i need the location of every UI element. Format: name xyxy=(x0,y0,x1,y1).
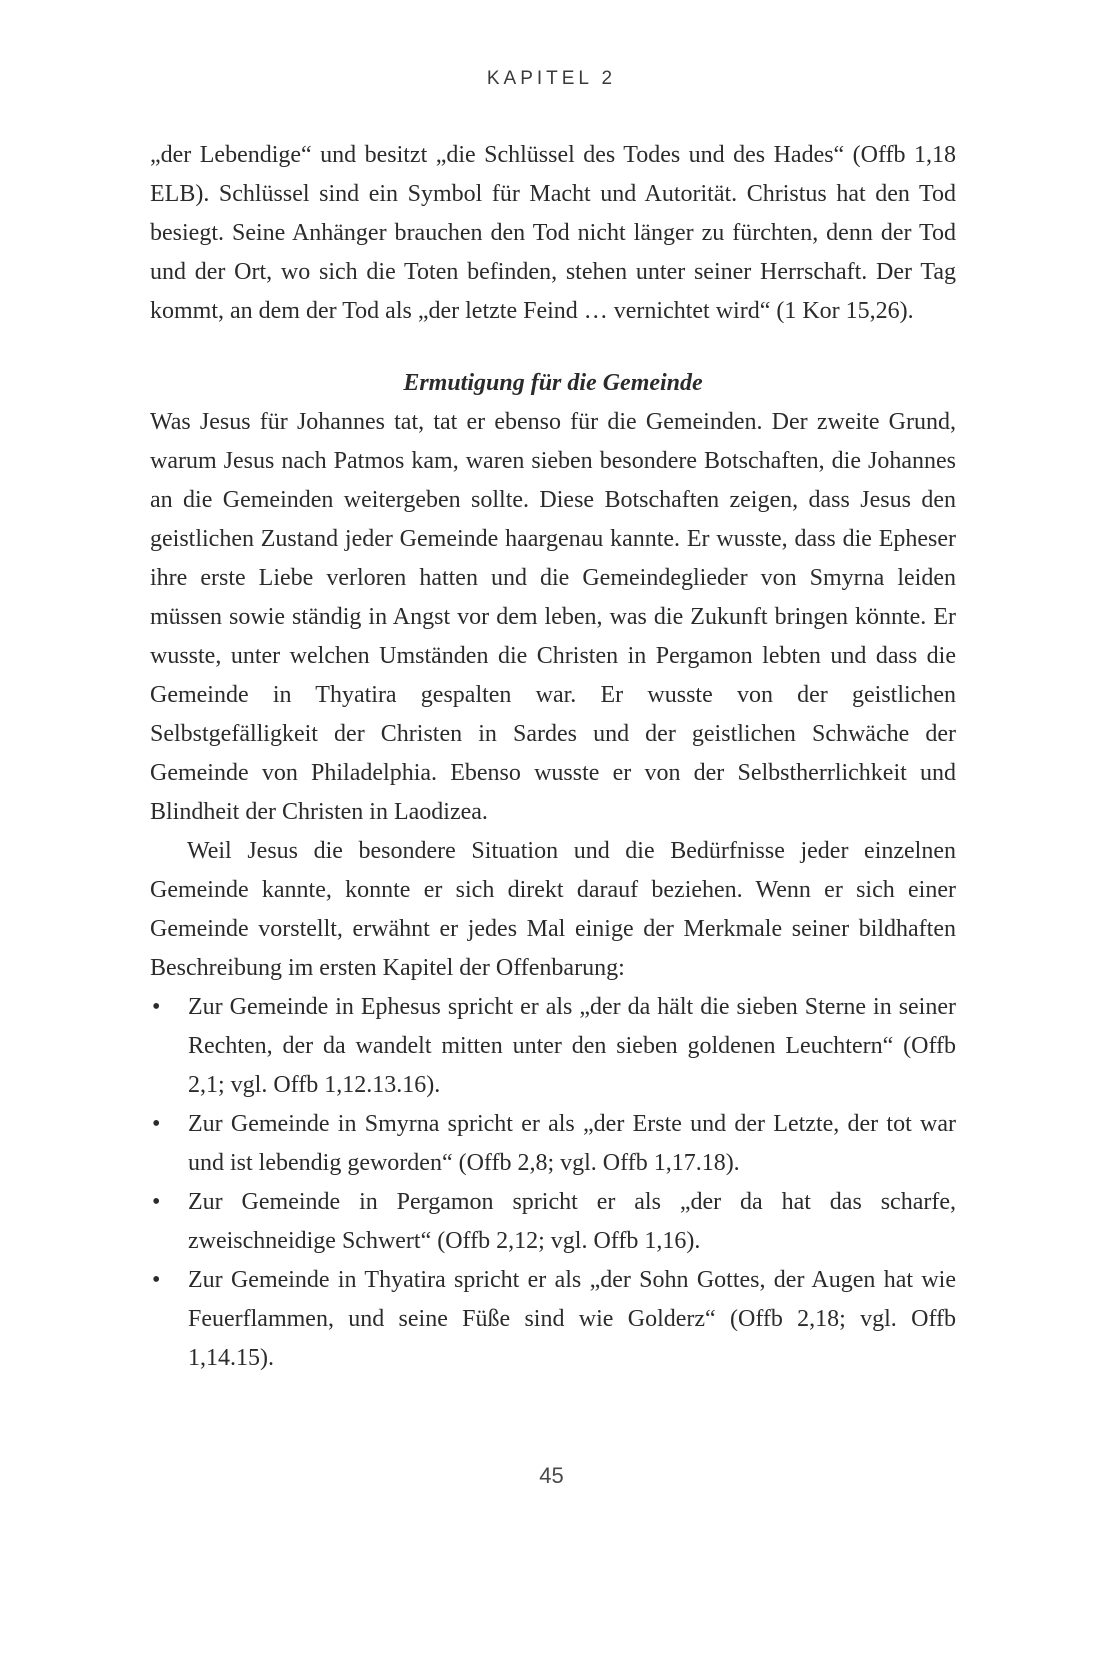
list-item xyxy=(150,1105,956,1183)
bullet-icon: • xyxy=(152,1111,161,1137)
paragraph-section: Was Jesus für Johannes tat, tat er ebenso für die Gemeinden. Der zweite Grund, warum Jesus nach Patmos kam, waren sieben besondere Botschaften, die Johannes an die Gemeinden weitergeben sollte. Diese Botschaften zeigen, dass Jesus den geistlichen Zustand jeder Gemeinde haargenau kannte. Er wusste, dass die Epheser ihre erste Liebe verloren hatten und die Gemeindeglieder von Smyrna leiden müssen sowie ständig in Angst vor dem leben, was die Zukunft bringen könnte. Er wusste, unter welchen Umständen die Christen in Pergamon lebten und dass die Gemeinde in Thyatira gespalten war. Er wusste von der geistlichen Selbstgefälligkeit der Christen in Sardes und der geistlichen Schwäche der Gemeinde von Philadelphia. Ebenso wusste er von der Selbstherrlichkeit und Blindheit der Christen in Laodizea. xyxy=(150,409,956,825)
bullet-list xyxy=(150,988,956,1378)
bullet-icon: • xyxy=(152,1189,161,1215)
list-item-text: Zur Gemeinde in Pergamon spricht er als „der da hat das scharfe, zweischneidige Schwert“ (Offb 2,12; vgl. Offb 1,16). xyxy=(188,1189,956,1254)
section-heading: Ermutigung für die Gemeinde xyxy=(403,370,703,396)
list-item xyxy=(150,1183,956,1261)
running-head: KAPITEL 2 xyxy=(486,68,617,89)
page-number: 45 xyxy=(539,1463,564,1488)
list-item-text: Zur Gemeinde in Smyrna spricht er als „der Erste und der Letzte, der tot war und ist lebendig geworden“ (Offb 2,8; vgl. Offb 1,17.18). xyxy=(188,1111,956,1176)
list-item-text: Zur Gemeinde in Thyatira spricht er als „der Sohn Gottes, der Augen hat wie Feuerflammen, und seine Füße sind wie Golderz“ (Offb 2,18; vgl. Offb 1,14.15). xyxy=(188,1267,956,1371)
list-item xyxy=(150,1261,956,1378)
paragraph-continued: „der Lebendige“ und besitzt „die Schlüssel des Todes und des Hades“ (Offb 1,18 ELB). Schlüssel sind ein Symbol für Macht und Autorität. Christus hat den Tod besiegt. Seine Anhänger brauchen den Tod nicht länger zu fürchten, denn der Tod und der Ort, wo sich die Toten befinden, stehen unter seiner Herrschaft. Der Tag kommt, an dem der Tod als „der letzte Feind … vernichtet wird“ (1 Kor 15,26). xyxy=(150,142,956,324)
page-body xyxy=(150,136,956,1378)
paragraph-indented: Weil Jesus die besondere Situation und die Bedürfnisse jeder einzelnen Gemeinde kannte, konnte er sich direkt darauf beziehen. Wenn er sich einer Gemeinde vorstellt, erwähnt er jedes Mal einige der Merkmale seiner bildhaften Beschreibung im ersten Kapitel der Offenbarung: xyxy=(150,838,956,981)
bullet-icon: • xyxy=(152,1267,161,1293)
list-item xyxy=(150,988,956,1105)
bullet-icon: • xyxy=(152,994,161,1020)
list-item-text: Zur Gemeinde in Ephesus spricht er als „der da hält die sieben Sterne in seiner Rechten, der da wandelt mitten unter den sieben goldenen Leuchtern“ (Offb 2,1; vgl. Offb 1,12.13.16). xyxy=(188,994,956,1098)
